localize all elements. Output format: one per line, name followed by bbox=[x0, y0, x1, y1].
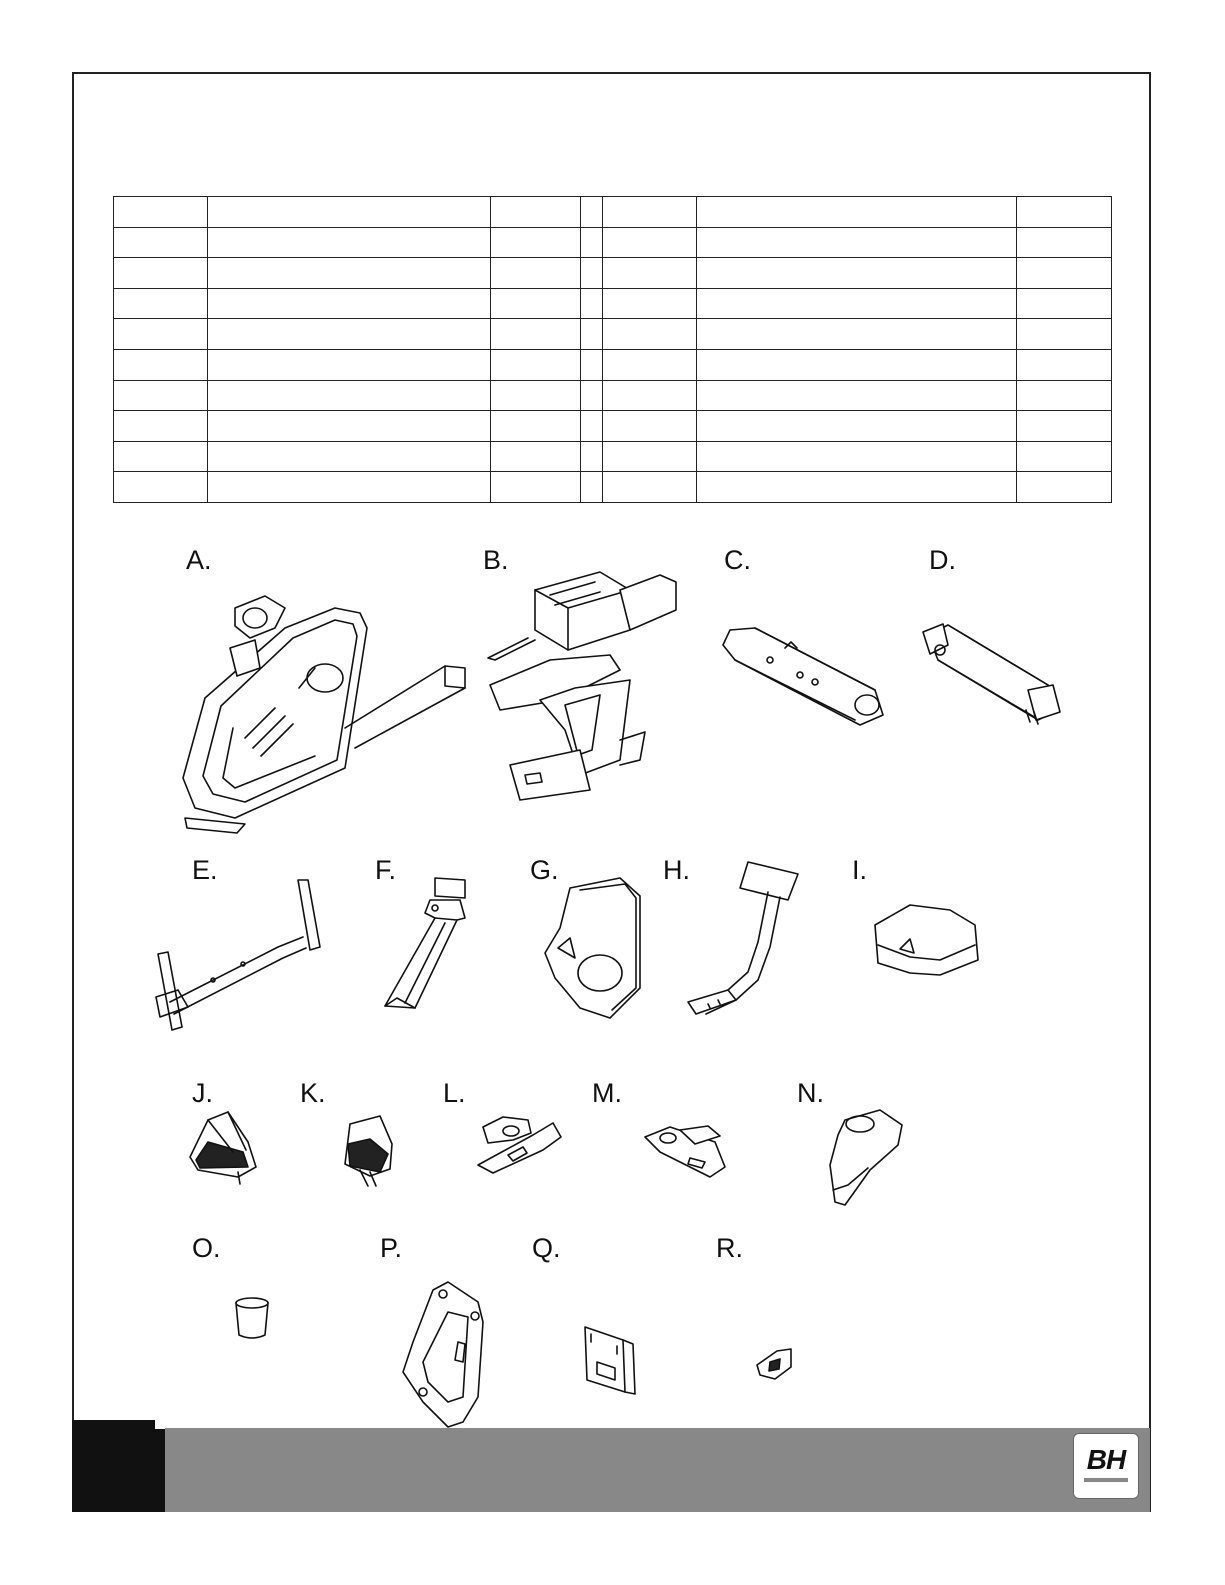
table-cell bbox=[491, 258, 581, 289]
table-cell bbox=[491, 441, 581, 472]
table-cell bbox=[208, 441, 491, 472]
table-row bbox=[114, 349, 1112, 380]
table-cell bbox=[114, 441, 208, 472]
table-cell bbox=[603, 472, 697, 503]
part-label-q: Q. bbox=[532, 1233, 561, 1263]
table-cell bbox=[1017, 472, 1112, 503]
table-cell bbox=[208, 472, 491, 503]
table-cell bbox=[581, 411, 603, 442]
table-cell bbox=[697, 197, 1017, 228]
table-cell bbox=[1017, 227, 1112, 258]
table-row bbox=[114, 380, 1112, 411]
table-row bbox=[114, 197, 1112, 228]
part-label-d: D. bbox=[929, 545, 956, 575]
part-label-m: M. bbox=[592, 1078, 622, 1108]
table-cell bbox=[208, 319, 491, 350]
handlebar-drawing bbox=[148, 872, 328, 1042]
table-cell bbox=[208, 227, 491, 258]
table-cell bbox=[491, 472, 581, 503]
table-cell bbox=[581, 288, 603, 319]
part-label-h: H. bbox=[663, 855, 690, 885]
table-cell bbox=[1017, 411, 1112, 442]
table-cell bbox=[491, 197, 581, 228]
part-label-p: P. bbox=[380, 1233, 403, 1263]
table-cell bbox=[1017, 197, 1112, 228]
table-row bbox=[114, 227, 1112, 258]
table-cell bbox=[603, 349, 697, 380]
handlebar-cover-drawing bbox=[830, 1110, 910, 1220]
table-cell bbox=[208, 411, 491, 442]
table-cell bbox=[581, 319, 603, 350]
table-cell bbox=[1017, 288, 1112, 319]
table-cell bbox=[581, 472, 603, 503]
table-cell bbox=[697, 227, 1017, 258]
seat-bracket-drawing bbox=[688, 862, 808, 1022]
part-label-n: N. bbox=[797, 1078, 824, 1108]
table-cell bbox=[114, 227, 208, 258]
right-pedal-drawing bbox=[340, 1114, 400, 1189]
table-cell bbox=[697, 349, 1017, 380]
bh-logo bbox=[1073, 1433, 1139, 1499]
table-cell bbox=[697, 441, 1017, 472]
footer-page-tab bbox=[72, 1420, 165, 1512]
table-cell bbox=[114, 380, 208, 411]
table-cell bbox=[1017, 258, 1112, 289]
table-cell bbox=[208, 258, 491, 289]
table-cell bbox=[581, 197, 603, 228]
table-cell bbox=[114, 288, 208, 319]
part-label-o: O. bbox=[192, 1233, 221, 1263]
table-cell bbox=[581, 258, 603, 289]
table-cell bbox=[581, 380, 603, 411]
table-cell bbox=[114, 319, 208, 350]
table-cell bbox=[697, 288, 1017, 319]
left-crank-cover-drawing bbox=[473, 1115, 563, 1175]
table-cell bbox=[491, 227, 581, 258]
table-cell bbox=[208, 288, 491, 319]
bh-logo-text: BH bbox=[1086, 1444, 1126, 1475]
table-cell bbox=[697, 258, 1017, 289]
table-cell bbox=[603, 227, 697, 258]
table-row bbox=[114, 258, 1112, 289]
backrest-drawing bbox=[540, 878, 650, 1028]
table-cell bbox=[1017, 380, 1112, 411]
table-row bbox=[114, 411, 1112, 442]
table-cell bbox=[603, 197, 697, 228]
table-cell bbox=[581, 349, 603, 380]
table-cell bbox=[491, 288, 581, 319]
table-cell bbox=[114, 197, 208, 228]
small-cover-drawing bbox=[755, 1347, 795, 1382]
part-label-f: F. bbox=[375, 855, 397, 885]
table-cell bbox=[581, 441, 603, 472]
part-label-g: G. bbox=[530, 855, 559, 885]
side-cover-drawing bbox=[403, 1282, 493, 1432]
table-cell bbox=[114, 472, 208, 503]
table-cell bbox=[491, 349, 581, 380]
part-label-e: E. bbox=[192, 855, 218, 885]
table-cell bbox=[114, 258, 208, 289]
table-cell bbox=[697, 411, 1017, 442]
part-label-b: B. bbox=[483, 545, 509, 575]
table-row bbox=[114, 472, 1112, 503]
part-label-c: C. bbox=[724, 545, 751, 575]
table-cell bbox=[491, 411, 581, 442]
cup-holder-drawing bbox=[232, 1297, 272, 1342]
table-cell bbox=[603, 411, 697, 442]
seat-post-drawing bbox=[385, 878, 475, 1018]
table-row bbox=[114, 288, 1112, 319]
main-frame-drawing bbox=[175, 588, 475, 838]
part-label-r: R. bbox=[716, 1233, 743, 1263]
footer-edge bbox=[155, 1420, 165, 1429]
table-cell bbox=[603, 380, 697, 411]
part-label-i: I. bbox=[852, 855, 868, 885]
table-cell bbox=[208, 380, 491, 411]
table-cell bbox=[697, 380, 1017, 411]
table-cell bbox=[603, 258, 697, 289]
part-label-k: K. bbox=[300, 1078, 326, 1108]
table-cell bbox=[697, 319, 1017, 350]
part-label-j: J. bbox=[192, 1078, 214, 1108]
table-cell bbox=[1017, 319, 1112, 350]
table-cell bbox=[491, 380, 581, 411]
table-cell bbox=[603, 319, 697, 350]
table-cell bbox=[114, 411, 208, 442]
table-cell bbox=[1017, 441, 1112, 472]
table-cell bbox=[1017, 349, 1112, 380]
table-cell bbox=[208, 349, 491, 380]
bracket-plate-drawing bbox=[583, 1322, 638, 1397]
table-cell bbox=[581, 227, 603, 258]
part-label-l: L. bbox=[443, 1078, 466, 1108]
table-cell bbox=[114, 349, 208, 380]
parts-table bbox=[113, 196, 1112, 503]
seat-drawing bbox=[870, 905, 982, 985]
table-cell bbox=[603, 288, 697, 319]
part-label-a: A. bbox=[186, 545, 212, 575]
front-frame-drawing bbox=[480, 560, 690, 800]
rear-stabilizer-drawing bbox=[715, 620, 895, 730]
table-cell bbox=[697, 472, 1017, 503]
footer-bar bbox=[165, 1428, 1150, 1512]
table-cell bbox=[491, 319, 581, 350]
bh-logo-underline bbox=[1084, 1478, 1128, 1482]
table-row bbox=[114, 319, 1112, 350]
left-pedal-drawing bbox=[188, 1112, 263, 1187]
table-cell bbox=[208, 197, 491, 228]
right-crank-cover-drawing bbox=[640, 1122, 730, 1182]
table-cell bbox=[603, 441, 697, 472]
front-stabilizer-drawing bbox=[918, 620, 1068, 730]
table-row bbox=[114, 441, 1112, 472]
